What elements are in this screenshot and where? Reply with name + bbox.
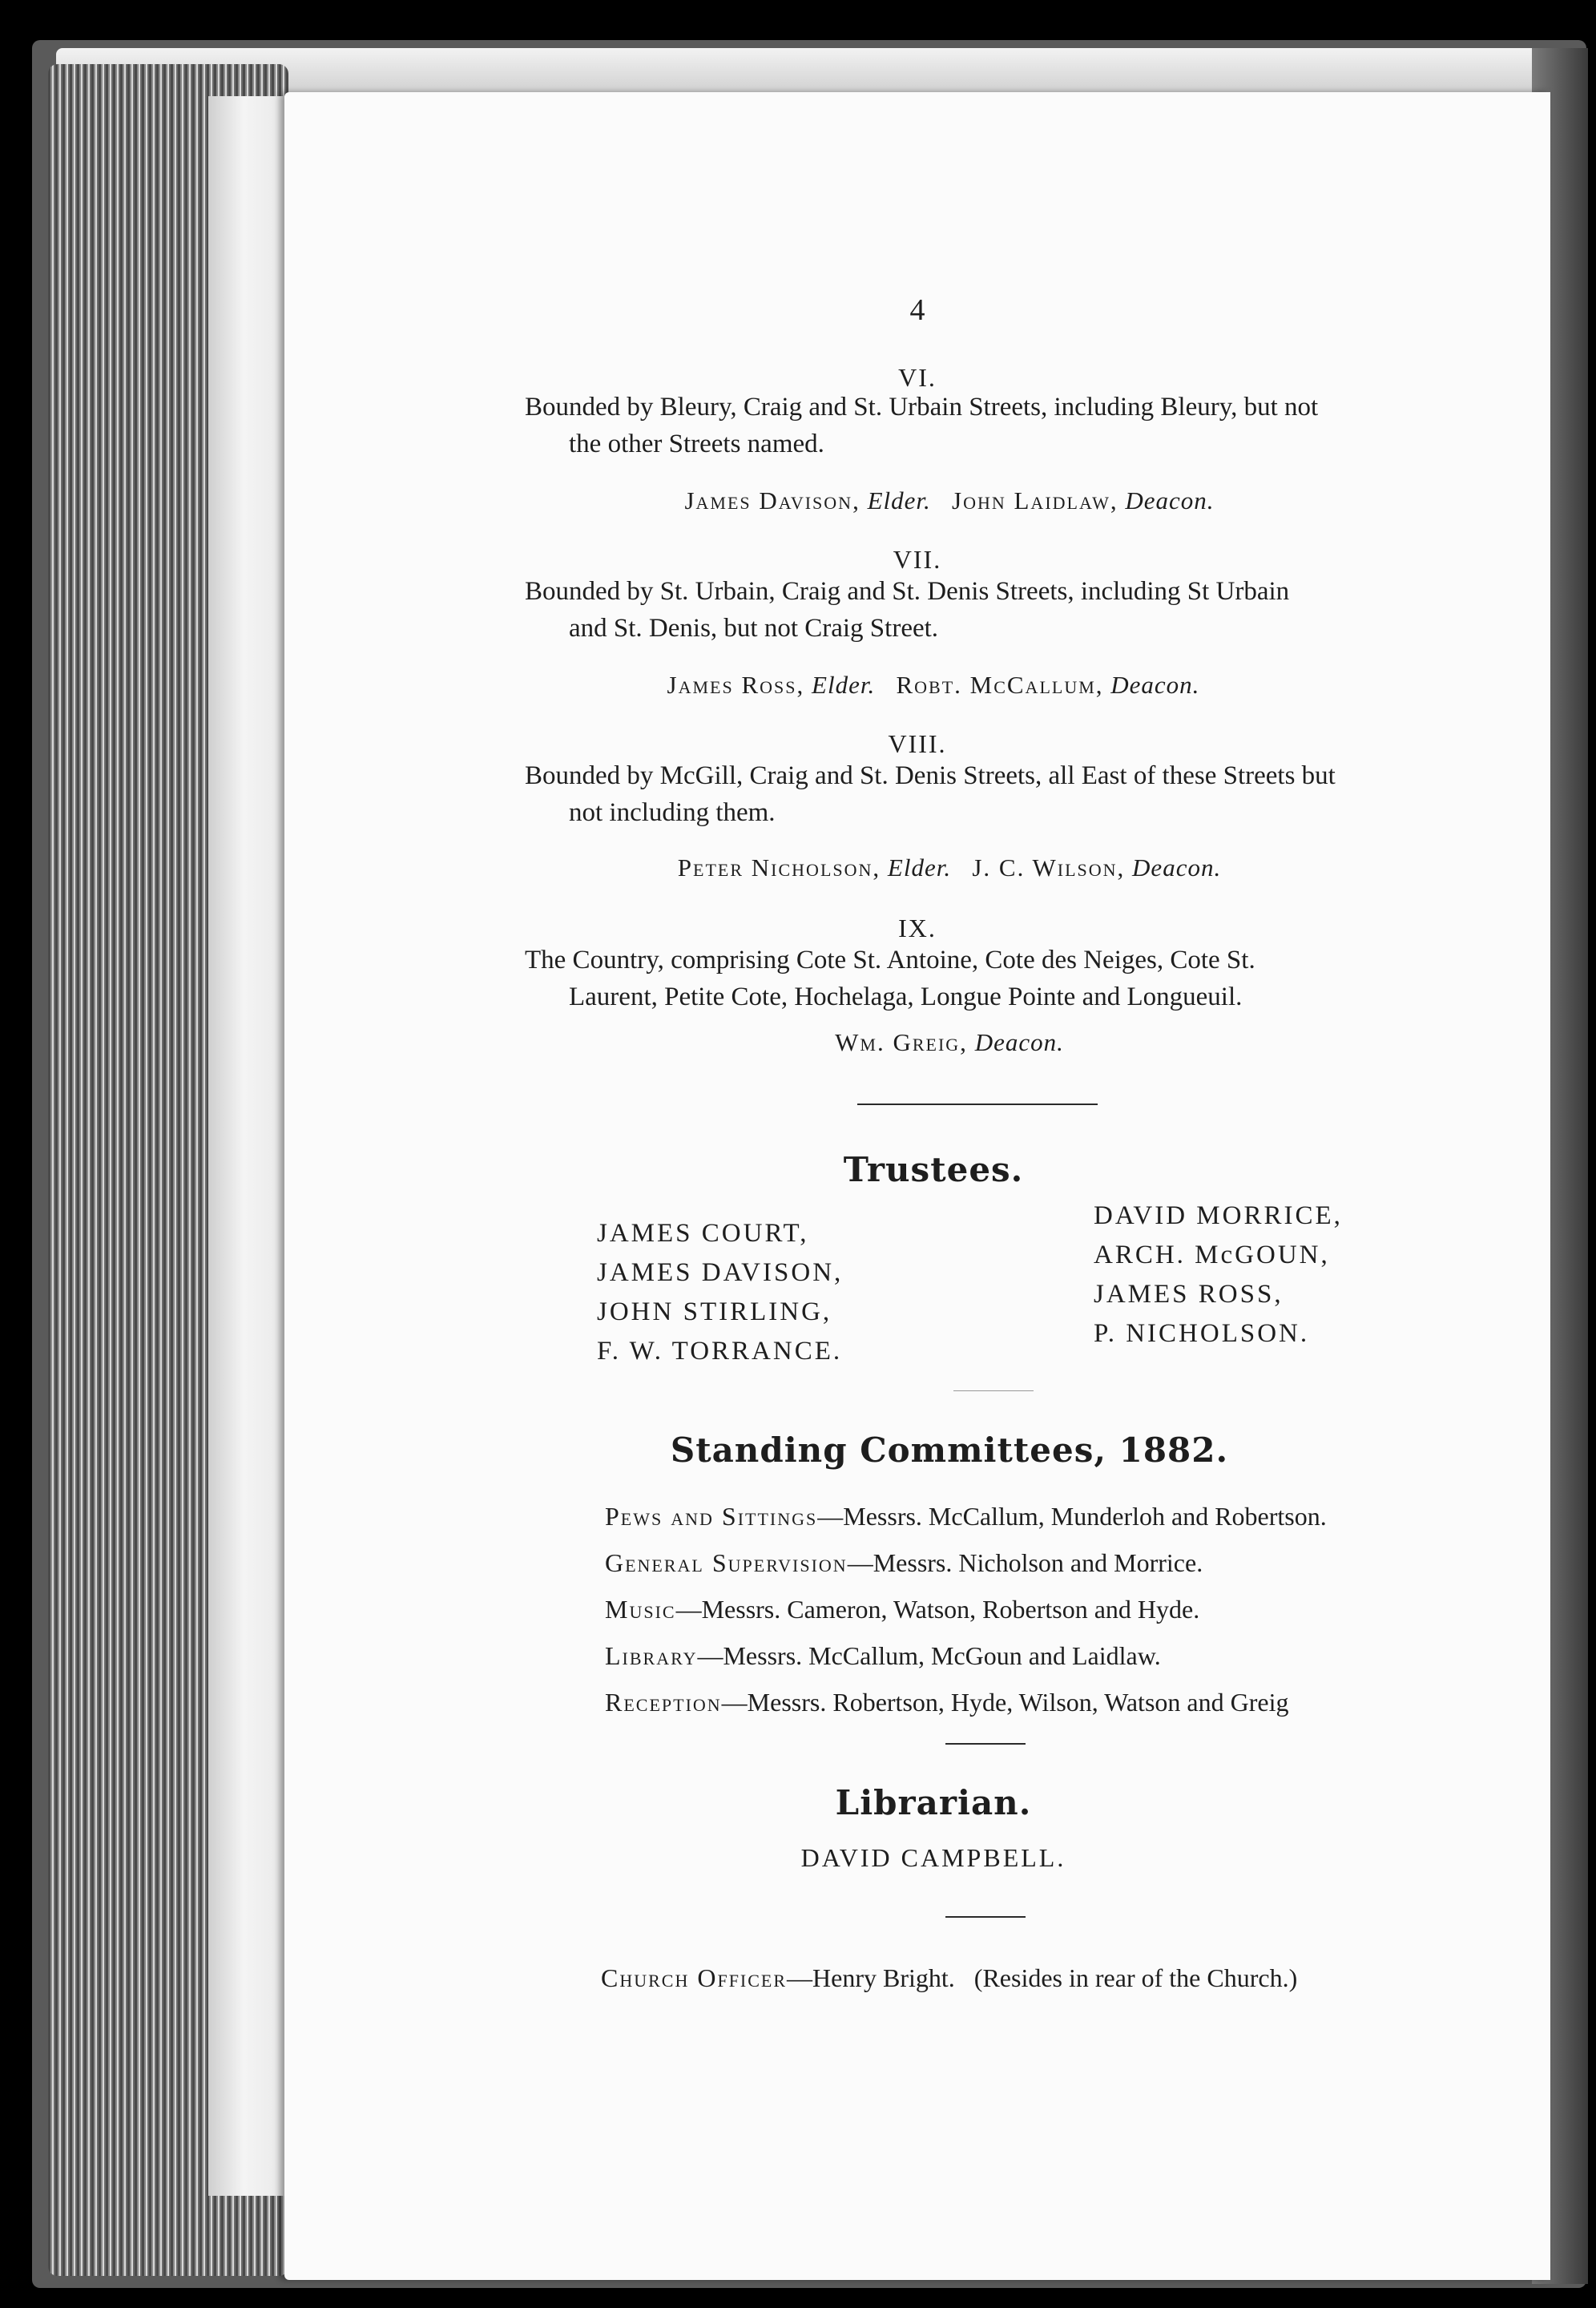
trustee-name: JAMES DAVISON, bbox=[597, 1258, 844, 1287]
page-number: 4 bbox=[909, 293, 925, 327]
district-officers bbox=[300, 671, 1566, 700]
section-divider bbox=[945, 1916, 1026, 1918]
church-officer-note: (Resides in rear of the Church.) bbox=[973, 1963, 1298, 1992]
trustees-heading: Trustees. bbox=[843, 1150, 1024, 1189]
committee-members: —Messrs. McCallum, McGoun and Laidlaw. bbox=[697, 1641, 1161, 1670]
committee-members: —Messrs. Robertson, Hyde, Wilson, Watson and Greig bbox=[721, 1688, 1289, 1717]
district-description bbox=[525, 942, 1446, 1015]
paper-strip bbox=[208, 96, 296, 2196]
trustees-left-column bbox=[597, 1214, 843, 1371]
trustee-name: P. NICHOLSON. bbox=[1094, 1319, 1310, 1348]
deacon-name: Wm. Greig, bbox=[835, 1028, 968, 1056]
district-description bbox=[525, 573, 1446, 647]
trustee-name: JOHN STIRLING, bbox=[597, 1297, 832, 1326]
elder-name: James Davison, bbox=[684, 486, 860, 514]
deacon-title: Deacon. bbox=[1125, 486, 1215, 514]
document-page bbox=[284, 92, 1550, 2280]
district-officers bbox=[316, 486, 1582, 515]
district-numeral: VIII. bbox=[888, 729, 947, 758]
committee-item bbox=[605, 1493, 1566, 1539]
district-line: Bounded by Bleury, Craig and St. Urbain Streets, including Bleury, but not bbox=[525, 393, 1319, 422]
committee-members: —Messrs. McCallum, Munderloh and Robertson. bbox=[817, 1502, 1327, 1531]
trustee-name: JAMES ROSS, bbox=[1094, 1280, 1284, 1309]
trustee-name: DAVID MORRICE, bbox=[1094, 1201, 1343, 1230]
librarian-heading: Librarian. bbox=[835, 1783, 1032, 1822]
committee-name: Reception bbox=[605, 1688, 722, 1717]
deacon-name: John Laidlaw, bbox=[952, 486, 1118, 514]
district-numeral: VII. bbox=[893, 545, 942, 574]
elder-title: Elder. bbox=[867, 486, 931, 514]
section-divider bbox=[953, 1390, 1034, 1391]
district-line: Bounded by McGill, Craig and St. Denis Streets, all East of these Streets but bbox=[525, 761, 1336, 790]
church-officer-line bbox=[601, 1963, 1297, 1993]
elder-name: Peter Nicholson, bbox=[677, 853, 881, 882]
district-line: Bounded by St. Urbain, Craig and St. Denis Streets, including St Urbain bbox=[525, 577, 1290, 606]
trustee-name: JAMES COURT, bbox=[597, 1219, 809, 1248]
district-officers bbox=[316, 853, 1582, 882]
committees-list bbox=[605, 1493, 1566, 1725]
church-officer-label: Church Officer bbox=[601, 1963, 788, 1992]
section-divider bbox=[945, 1743, 1026, 1745]
committee-item bbox=[605, 1586, 1566, 1632]
district-officers bbox=[316, 1028, 1582, 1057]
deacon-title: Deacon. bbox=[974, 1028, 1064, 1056]
district-line: not including them. bbox=[569, 798, 776, 827]
committee-item bbox=[605, 1632, 1566, 1679]
section-divider bbox=[857, 1104, 1098, 1105]
district-line: Laurent, Petite Cote, Hochelaga, Longue Pointe and Longueuil. bbox=[569, 983, 1243, 1011]
deacon-title: Deacon. bbox=[1132, 853, 1222, 882]
committee-members: —Messrs. Nicholson and Morrice. bbox=[847, 1548, 1203, 1577]
deacon-name: Robt. McCallum, bbox=[896, 671, 1104, 699]
committee-item bbox=[605, 1539, 1566, 1586]
committee-name: Library bbox=[605, 1641, 698, 1670]
committee-name: Music bbox=[605, 1595, 676, 1624]
elder-name: James Ross, bbox=[667, 671, 805, 699]
trustee-name: F. W. TORRANCE. bbox=[597, 1337, 843, 1366]
church-officer-name: —Henry Bright. bbox=[787, 1963, 955, 1992]
district-line: The Country, comprising Cote St. Antoine, Cote des Neiges, Cote St. bbox=[525, 946, 1255, 974]
district-description bbox=[525, 389, 1446, 462]
committee-item bbox=[605, 1679, 1566, 1725]
committees-heading: Standing Committees, 1882. bbox=[670, 1430, 1229, 1470]
committee-members: —Messrs. Cameron, Watson, Robertson and Hyde. bbox=[675, 1595, 1200, 1624]
district-line: the other Streets named. bbox=[569, 430, 824, 458]
deacon-title: Deacon. bbox=[1110, 671, 1200, 699]
trustee-name: ARCH. McGOUN, bbox=[1094, 1241, 1330, 1269]
trustees-right-column bbox=[1094, 1196, 1343, 1354]
district-line: and St. Denis, but not Craig Street. bbox=[569, 614, 939, 643]
elder-title: Elder. bbox=[887, 853, 952, 882]
committee-name: General Supervision bbox=[605, 1548, 848, 1577]
district-numeral: IX. bbox=[898, 914, 937, 942]
district-description bbox=[525, 757, 1446, 831]
librarian-name: DAVID CAMPBELL. bbox=[800, 1843, 1066, 1872]
elder-title: Elder. bbox=[812, 671, 876, 699]
deacon-name: J. C. Wilson, bbox=[972, 853, 1126, 882]
committee-name: Pews and Sittings bbox=[605, 1502, 818, 1531]
district-numeral: VI. bbox=[898, 363, 937, 392]
